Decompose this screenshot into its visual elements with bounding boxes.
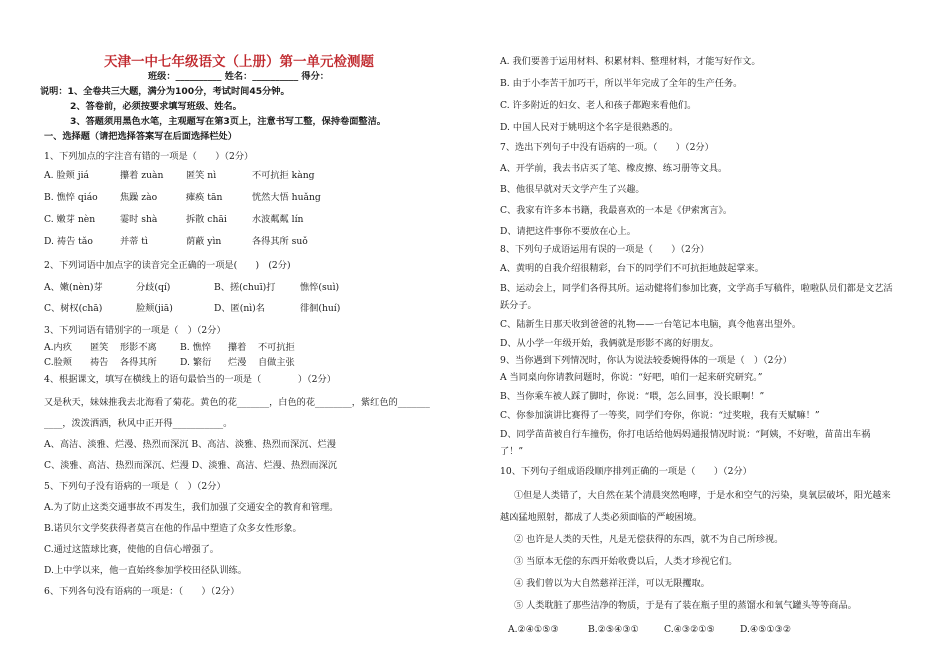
q10-sentence-5: ⑤ 人类耽脏了那些洁净的物质，于是有了装在瓶子里的蒸馏水和氧气罐头等等商品。: [514, 600, 857, 611]
q7-option-d: D、请把这件事你不要放在心上。: [500, 226, 636, 237]
q1-b-2: 焦躁 zào: [120, 192, 158, 203]
q3-1-3: 形影不离: [120, 342, 157, 353]
section-heading: [44, 131, 237, 143]
question-6: 6、下列各句没有语病的一项是：（ ）（2分）: [44, 586, 240, 597]
q1-a-4: 不可抗拒 kàng: [252, 170, 315, 181]
question-10: 10、下列句子组成语段顺序排列正确的一项是（ ）（2分）: [500, 466, 752, 477]
q3-1-1: A.内疚: [44, 342, 72, 353]
q4-options-2: C、淡雅、高洁、热烈而深沉、烂漫 D、淡雅、高洁、烂漫、热烈而深沉: [44, 460, 337, 471]
q10-sentence-2: ② 也许是人类的天性，凡是无偿获得的东西，就不为自己所珍视。: [514, 534, 784, 545]
q9-option-d: D、同学苗苗被自行车撞伤，你打电话给他妈妈通报情况时说：“阿姨，不好啦，苗苗出车祸: [500, 429, 871, 440]
q3-1-6: 不可抗拒: [258, 342, 295, 353]
q10-option-b: B.②⑤④③①: [588, 624, 639, 635]
q1-a-1: A. 脸颊 jiá: [44, 170, 90, 181]
q1-a-3: 匿笑 nì: [186, 170, 217, 181]
q5-option-b: B.诺贝尔文学奖获得者莫言在他的作品中塑造了众多女性形象。: [44, 523, 302, 534]
q10-option-d: D.④⑤①③②: [740, 624, 792, 635]
q4-options-1: A、高洁、淡雅、烂漫、热烈而深沉 B、高洁、淡雅、热烈而深沉、烂漫: [44, 439, 336, 450]
q8-option-c: C、陆新生日那天收到爸爸的礼物——一台笔记本电脑，真令他喜出望外。: [500, 319, 802, 330]
q5-option-a: A.为了防止这类交通事故不再发生，我们加强了交通安全的教育和管理。: [44, 502, 339, 513]
question-5: 5、下列句子没有语病的一项是（ ）（2分）: [44, 481, 226, 492]
q9-option-d-cont: 了！”: [500, 446, 524, 457]
q3-1-5: 攥着: [228, 342, 247, 353]
q1-c-4: 水波粼粼 lín: [252, 214, 304, 225]
q5-option-d: D.上中学以来，他一直始终参加学校田径队训练。: [44, 565, 247, 576]
q1-b-4: 恍然大悟 huǎng: [252, 192, 321, 203]
q7-option-c: C、我家有许多本书籍，我最喜欢的一本是《伊索寓言》。: [500, 205, 733, 216]
q3-1-2: 匿笑: [90, 342, 109, 353]
q1-a-2: 攥着 zuàn: [120, 170, 164, 181]
q2-2-1: C、树权(chā): [44, 303, 103, 314]
q10-sentence-1-cont: 越凶猛地照射，都成了人类必须面临的严峻困境。: [500, 512, 703, 523]
q6-option-c: C. 许多附近的妇女、老人和孩子都跑来看他们。: [500, 100, 697, 111]
q6-option-d: D. 中国人民对于姚明这个名字是很熟悉的。: [500, 122, 679, 133]
q10-option-c: C.④③②①⑤: [664, 624, 715, 635]
q8-option-a: A、黄明的自我介绍很精彩，台下的同学们不可抗拒地鼓起掌来。: [500, 263, 764, 274]
q1-c-1: C. 嫩芽 nèn: [44, 214, 96, 225]
q5-option-c: C.通过这篮球比赛，使他的自信心增强了。: [44, 544, 219, 555]
q1-c-3: 拆散 chāi: [186, 214, 227, 225]
q2-1-3: B、搓(chuī)打: [214, 282, 276, 293]
note-3: 3、答题须用黑色水笔，主观题写在第3页上，注意书写工整，保持卷面整洁。: [70, 116, 386, 127]
q1-d-2: 并蒂 tì: [120, 236, 148, 247]
q1-d-4: 各得其所 suǒ: [252, 236, 308, 247]
question-7: 7、选出下列句子中没有语病的一项。（ ）（2分）: [500, 142, 714, 153]
q3-2-5: 烂漫: [228, 357, 247, 368]
q3-1-4: B. 憔悴: [180, 342, 211, 353]
q8-option-b: B、运动会上，同学们各得其所。运动健将们参加比赛，文学高手写稿件，啦啦队员们都是文艺活: [500, 283, 893, 294]
question-9: 9、当你遇到下列情况时，你认为说法较委婉得体的一项是（ ）（2分）: [500, 355, 792, 366]
q4-passage-2: ____，泼泼洒洒，秋风中正开得___________。: [44, 418, 233, 429]
q3-2-2: 祷告: [90, 357, 109, 368]
q6-option-a: A. 我们要善于运用材料、积累材料、整理材料，才能写好作文。: [500, 56, 761, 67]
question-3: 3、下列词语有错别字的一项是（ ）（2分）: [44, 325, 226, 336]
question-1: 1、下列加点的字注音有错的一项是（ ）（2分）: [44, 151, 254, 162]
page-title: 天津一中七年级语文（上册）第一单元检测题: [104, 54, 374, 70]
q2-2-3: D、匿(nì)名: [214, 303, 265, 314]
section-heading-text: 一、选择题（请把选择答案写在后面选择栏处）: [44, 131, 237, 142]
q2-1-1: A、嫩(nèn)芽: [44, 282, 103, 293]
q2-1-4: 憔悴(suì): [300, 282, 340, 293]
q2-1-2: 分歧(qí): [136, 282, 171, 293]
q8-option-d: D、从小学一年级开始，我俩就是形影不离的好朋友。: [500, 338, 719, 349]
q10-sentence-3: ③ 当原本无偿的东西开始收费以后，人类才珍视它们。: [514, 556, 738, 567]
info-line: 班级：__________ 姓名：__________ 得分：: [148, 71, 329, 82]
q10-sentence-1: ①但是人类错了，大自然在某个清晨突然咆哮，于是水和空气的污染，臭氧层破坏，阳光越来: [514, 490, 891, 501]
q2-2-2: 脸颊(jiā): [136, 303, 173, 314]
question-4: 4、根据课文，填写在横线上的语句最恰当的一项是（ ）（2分）: [44, 374, 336, 385]
q1-b-3: 瘫痪 tān: [186, 192, 223, 203]
q3-2-1: C.脸颊: [44, 357, 72, 368]
note-1: 说明：1、全卷共三大题，满分为100分，考试时间45分钟。: [40, 86, 290, 97]
q4-passage-1: 又是秋天，妹妹推我去北海看了菊花。黄色的花_______，白色的花________，紫红色的_______: [44, 397, 430, 408]
q6-option-b: B. 由于小李苦干加巧干，所以半年完成了全年的生产任务。: [500, 78, 743, 89]
q1-d-1: D. 祷告 tǎo: [44, 236, 93, 247]
q3-2-6: 自做主张: [258, 357, 295, 368]
q3-2-4: D. 繁衍: [180, 357, 212, 368]
question-8: 8、下列句子成语运用有误的一项是（ ）（2分）: [500, 244, 710, 255]
q9-option-a: A 当同桌向你请教问题时，你说：“好吧，咱们一起来研究研究。”: [500, 372, 763, 383]
q2-2-4: 徘徊(huí): [300, 303, 341, 314]
q9-option-b: B、当你乘车被人踩了脚时，你说：“喂，怎么回事，没长眼啊！”: [500, 391, 765, 402]
question-2: 2、下列词语中加点字的读音完全正确的一项是( ) (2分): [44, 260, 291, 271]
q1-c-2: 霎时 shà: [120, 214, 158, 225]
q1-b-1: B. 憔悴 qiáo: [44, 192, 98, 203]
q9-option-c: C、你参加演讲比赛得了一等奖，同学们夸你，你说：“过奖啦，我有天赋嘛！”: [500, 410, 820, 421]
note-2: 2、答卷前，必须按要求填写班级、姓名。: [70, 101, 242, 112]
q8-option-b-cont: 跃分子。: [500, 300, 537, 311]
q10-option-a: A.②④①⑤③: [508, 624, 559, 635]
q1-d-3: 荫蔽 yìn: [186, 236, 222, 247]
q7-option-b: B、他很早就对天文学产生了兴趣。: [500, 184, 645, 195]
q3-2-3: 各得其所: [120, 357, 157, 368]
q10-sentence-4: ④ 我们曾以为大自然慈祥汪洋，可以无限攫取。: [514, 578, 710, 589]
q7-option-a: A、开学前，我去书店买了笔、橡皮擦、练习册等文具。: [500, 163, 728, 174]
